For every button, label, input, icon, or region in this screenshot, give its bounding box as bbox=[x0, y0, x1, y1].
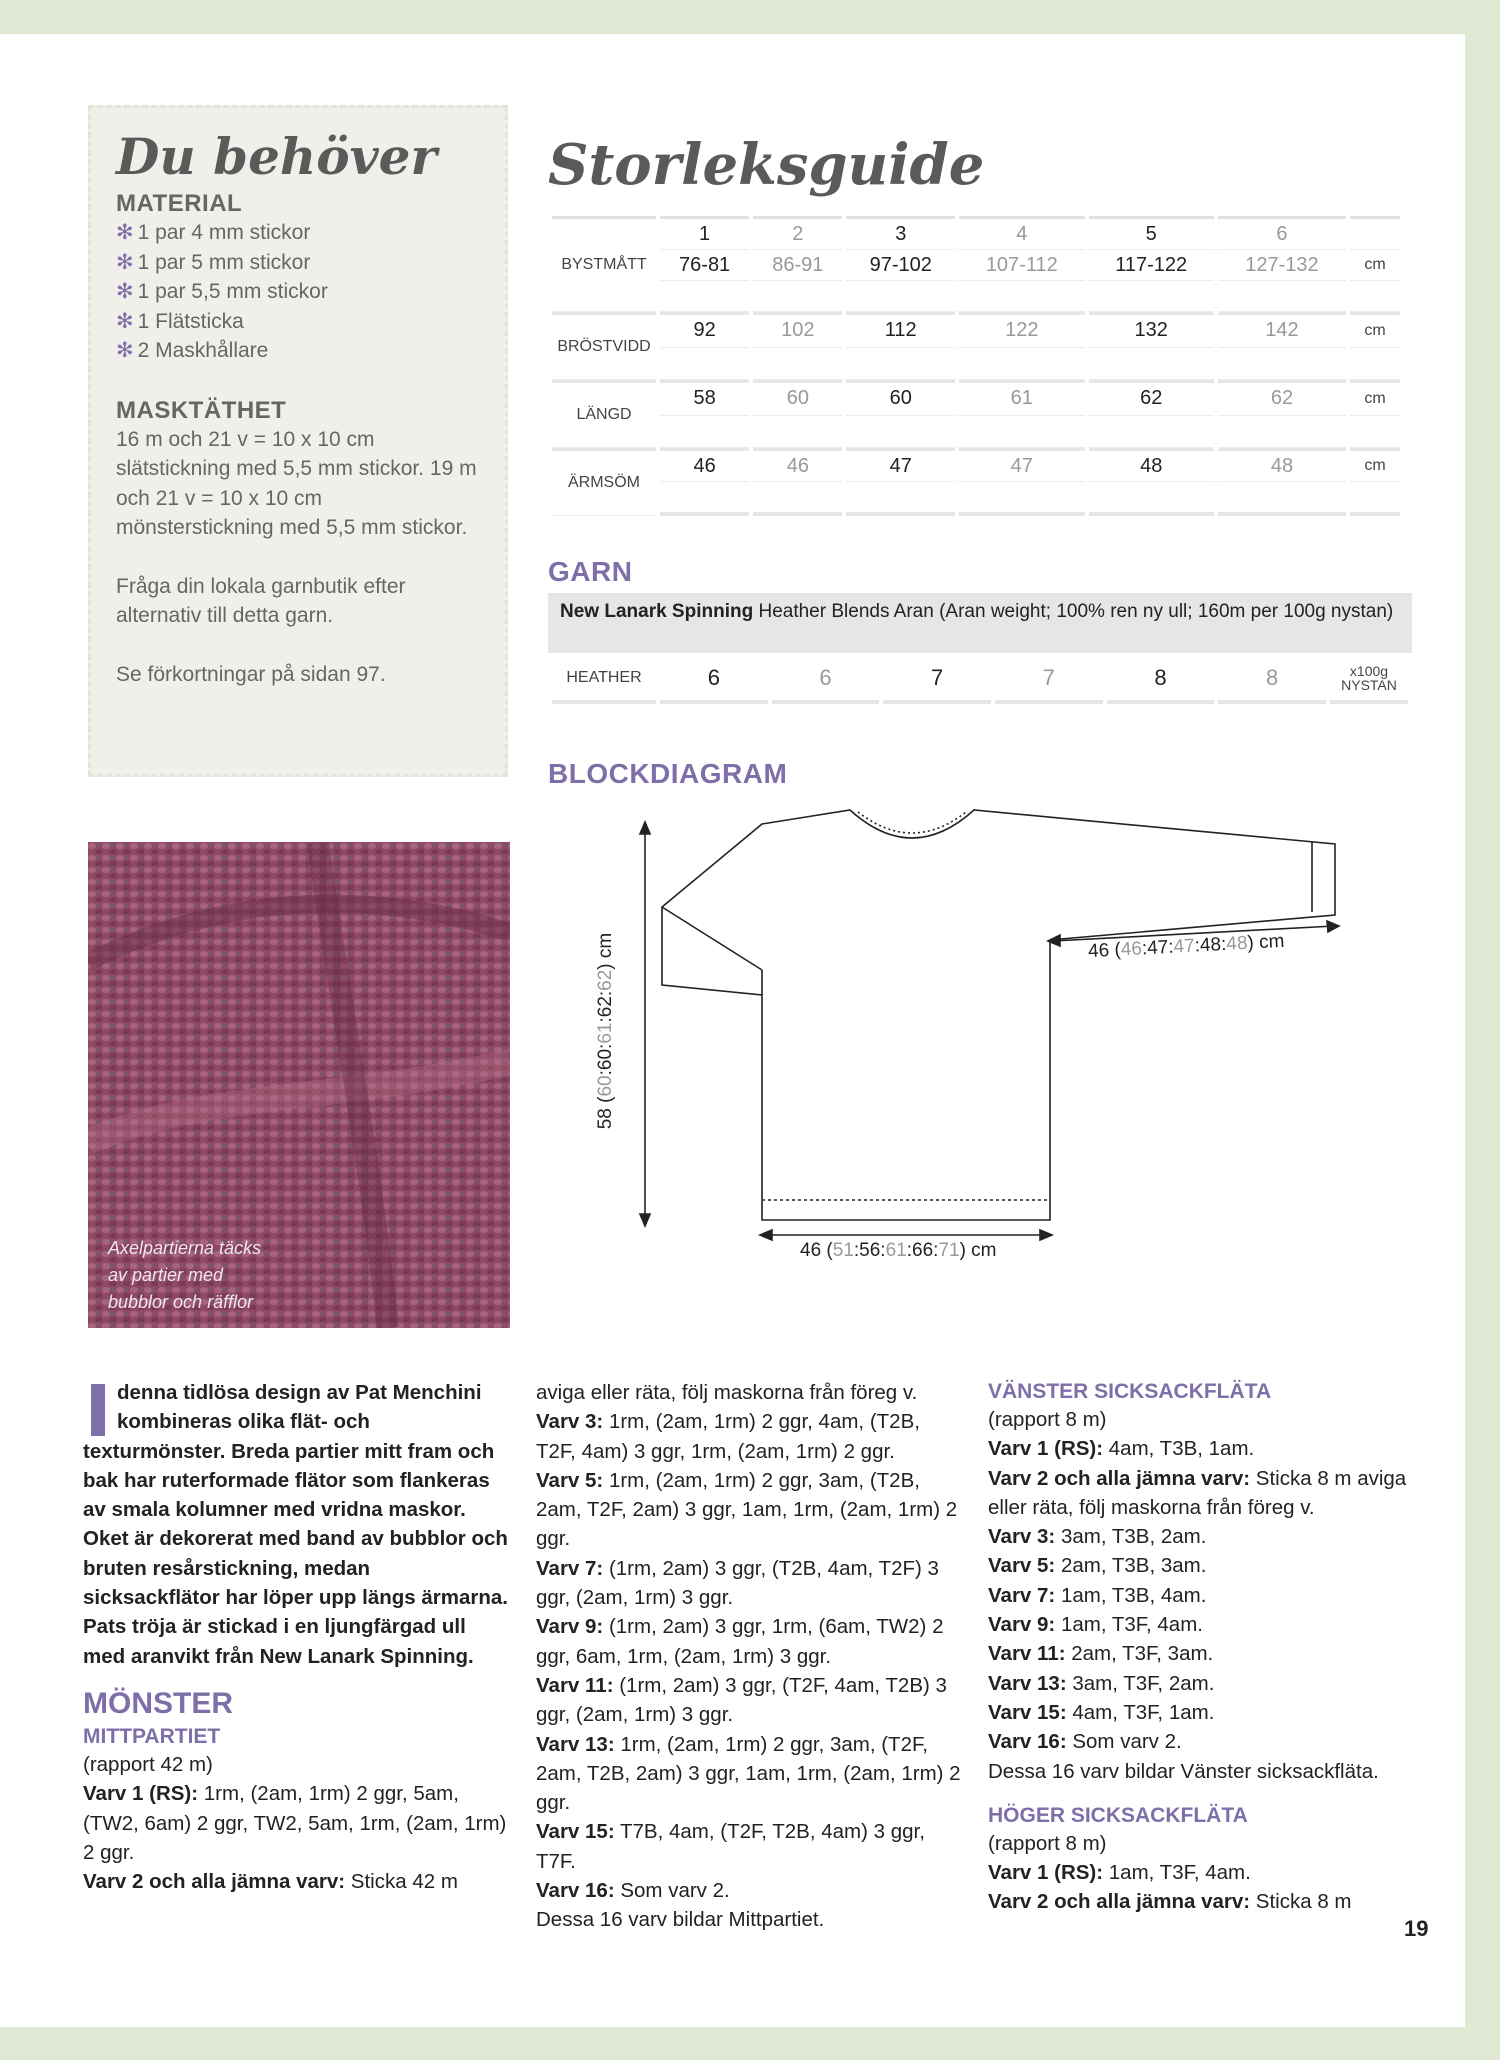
table-row bbox=[552, 216, 1400, 250]
table-row bbox=[552, 312, 1400, 348]
sleeve-measure: 46 (46:47:47:48:48) cm bbox=[1087, 930, 1285, 963]
list-item: ✻ 2 Maskhållare bbox=[116, 339, 269, 362]
size-cell: 2 bbox=[753, 216, 842, 250]
sleeve-cell: 46 bbox=[660, 448, 749, 482]
materials-panel bbox=[88, 105, 508, 777]
drop-cap bbox=[91, 1384, 105, 1436]
list-item: ✻ 1 par 5,5 mm stickor bbox=[116, 280, 328, 303]
chest-cell: 132 bbox=[1089, 312, 1214, 348]
row-instruction: Varv 2 och alla jämna varv: Sticka 8 m aviga eller räta, följ maskorna från föreg v. bbox=[988, 1466, 1407, 1519]
yarn-amount-table bbox=[548, 656, 1412, 704]
table-row bbox=[552, 416, 1400, 448]
left-cable-heading: VÄNSTER SICKSACKFLÄTA bbox=[988, 1380, 1272, 1403]
size-cell: 6 bbox=[1218, 216, 1346, 250]
unit-cell: cm bbox=[1350, 380, 1400, 416]
row-instruction: Varv 7: (1rm, 2am) 3 ggr, (T2B, 4am, T2F) 3 ggr, (2am, 1rm) 3 ggr. bbox=[536, 1556, 939, 1610]
yarn-amount-cell: 8 bbox=[1218, 656, 1326, 704]
mittpartiet-heading: MITTPARTIET bbox=[83, 1724, 221, 1748]
bust-cell: 76-81 bbox=[660, 250, 749, 281]
bust-label: BYSTMÅTT bbox=[552, 216, 656, 312]
length-cell: 60 bbox=[846, 380, 955, 416]
material-heading: MATERIAL bbox=[116, 190, 243, 217]
yarn-color-label: HEATHER bbox=[552, 656, 656, 704]
table-row bbox=[552, 380, 1400, 416]
row-instruction: Varv 16: Som varv 2. bbox=[988, 1730, 1182, 1754]
bust-cell: 97-102 bbox=[846, 250, 955, 281]
unit-cell: cm bbox=[1350, 448, 1400, 482]
row-instruction: Varv 3: 3am, T3B, 2am. bbox=[988, 1525, 1207, 1549]
intro-paragraph: denna tidlösa design av Pat Menchini kombineras olika flät- och texturmönster. Breda partier mitt fram och bak har ruterformade flätor som flankeras av smala kolumner med vridna maskor. Oket är dekorerat med band av bubblor och bruten resårstickning, medan sicksackflätor har löper upp längs ärmarna. Pats tröja är stickad i en ljungfärgad ull med aranvikt från New Lanark Spinning. bbox=[83, 1381, 508, 1668]
row-instruction: Varv 3: 1rm, (2am, 1rm) 2 ggr, 4am, (T2B, T2F, 4am) 3 ggr, 1rm, (2am, 1rm) 2 ggr. bbox=[536, 1410, 920, 1463]
monster-heading: MÖNSTER bbox=[83, 1686, 233, 1720]
chest-cell: 102 bbox=[753, 312, 842, 348]
unit-cell: cm bbox=[1350, 312, 1400, 348]
table-row bbox=[552, 281, 1400, 312]
right-cable-heading: HÖGER SICKSACKFLÄTA bbox=[988, 1803, 1248, 1827]
yarn-amount-cell: 6 bbox=[772, 656, 880, 704]
table-row bbox=[552, 348, 1400, 380]
row-instruction: Varv 2 och alla jämna varv: Sticka 8 m bbox=[988, 1890, 1352, 1914]
chest-cell: 122 bbox=[959, 312, 1084, 348]
chest-label: BRÖSTVIDD bbox=[552, 312, 656, 380]
closing-text: Dessa 16 varv bildar Vänster sicksackfläta. bbox=[988, 1759, 1379, 1783]
row-instruction: Varv 1 (RS): 1am, T3F, 4am. bbox=[988, 1861, 1251, 1885]
row-instruction: Varv 16: Som varv 2. bbox=[536, 1879, 730, 1903]
row-instruction: Varv 9: 1am, T3F, 4am. bbox=[988, 1613, 1203, 1637]
sleeve-cell: 46 bbox=[753, 448, 842, 482]
bust-cell: 117-122 bbox=[1089, 250, 1214, 281]
size-cell: 4 bbox=[959, 216, 1084, 250]
width-measure: 46 (51:56:61:66:71) cm bbox=[800, 1240, 997, 1261]
row-instruction: Varv 7: 1am, T3B, 4am. bbox=[988, 1583, 1207, 1607]
size-guide-table bbox=[548, 216, 1404, 516]
blockdiagram-heading: BLOCKDIAGRAM bbox=[548, 758, 788, 789]
chest-cell: 142 bbox=[1218, 312, 1346, 348]
sleeve-cell: 47 bbox=[846, 448, 955, 482]
garn-heading: GARN bbox=[548, 556, 633, 587]
bust-cell: 127-132 bbox=[1218, 250, 1346, 281]
column-2 bbox=[536, 1378, 961, 1935]
list-item: ✻ 1 par 4 mm stickor bbox=[116, 221, 311, 244]
length-cell: 61 bbox=[959, 380, 1084, 416]
unit-cell: cm bbox=[1350, 250, 1400, 281]
material-list bbox=[116, 218, 483, 366]
yarn-amount-cell: 6 bbox=[660, 656, 768, 704]
sleeve-cell: 48 bbox=[1089, 448, 1214, 482]
column-1 bbox=[83, 1378, 508, 1896]
asterisk-icon: ✻ bbox=[116, 250, 134, 274]
closing-text: Dessa 16 varv bildar Mittpartiet. bbox=[536, 1908, 825, 1932]
length-label: LÄNGD bbox=[552, 380, 656, 448]
sleeve-cell: 47 bbox=[959, 448, 1084, 482]
length-cell: 58 bbox=[660, 380, 749, 416]
abbreviation-note: Se förkortningar på sidan 97. bbox=[116, 662, 386, 686]
rapport-text: (rapport 8 m) bbox=[988, 1831, 1107, 1855]
row-instruction: Varv 15: T7B, 4am, (T2F, T2B, 4am) 3 ggr, T7F. bbox=[536, 1820, 925, 1873]
length-cell: 62 bbox=[1089, 380, 1214, 416]
yarn-details: Heather Blends Aran (Aran weight; 100% ren ny ull; 160m per 100g nystan) bbox=[758, 601, 1394, 622]
chest-cell: 112 bbox=[846, 312, 955, 348]
page-number: 19 bbox=[1404, 1916, 1429, 1941]
table-row bbox=[552, 448, 1400, 482]
yarn-description bbox=[548, 593, 1412, 653]
asterisk-icon: ✻ bbox=[116, 309, 134, 333]
column-3 bbox=[988, 1378, 1413, 1917]
size-cell: 5 bbox=[1089, 216, 1214, 250]
row-instruction: Varv 2 och alla jämna varv: Sticka 42 m bbox=[83, 1870, 458, 1894]
rapport-text: (rapport 8 m) bbox=[988, 1408, 1107, 1431]
panel-title: Du behöver bbox=[116, 127, 437, 186]
row-instruction: Varv 11: 2am, T3F, 3am. bbox=[988, 1642, 1214, 1666]
yarn-brand: New Lanark Spinning bbox=[560, 601, 754, 622]
row-instruction: Varv 1 (RS): 1rm, (2am, 1rm) 2 ggr, 5am, (TW2, 6am) 2 ggr, TW2, 5am, 1rm, (2am, 1rm) 2 ggr. bbox=[83, 1782, 507, 1864]
length-measure: 58 (60:60:61:62:62) cm bbox=[595, 932, 616, 1130]
row-instruction: Varv 13: 1rm, (2am, 1rm) 2 ggr, 3am, (T2F, 2am, T2B, 2am) 3 ggr, 1am, 1rm, (2am, 1rm) 2 ggr. bbox=[536, 1732, 961, 1815]
chest-cell: 92 bbox=[660, 312, 749, 348]
length-cell: 62 bbox=[1218, 380, 1346, 416]
row-instruction: Varv 5: 2am, T3B, 3am. bbox=[988, 1554, 1207, 1578]
table-row bbox=[552, 482, 1400, 516]
list-item: ✻ 1 Flätsticka bbox=[116, 309, 244, 333]
yarn-amount-cell: 8 bbox=[1107, 656, 1215, 704]
sleeve-label: ÄRMSÖM bbox=[552, 448, 656, 516]
size-cell: 3 bbox=[846, 216, 955, 250]
bust-cell: 86-91 bbox=[753, 250, 842, 281]
sweater-schematic bbox=[600, 800, 1360, 1280]
list-item: ✻ 1 par 5 mm stickor bbox=[116, 250, 311, 274]
yarn-amount-cell: 7 bbox=[995, 656, 1103, 704]
row-instruction: Varv 9: (1rm, 2am) 3 ggr, 1rm, (6am, TW2) 2 ggr, 6am, 1rm, (2am, 1rm) 3 ggr. bbox=[536, 1615, 944, 1668]
row-instruction: Varv 15: 4am, T3F, 1am. bbox=[988, 1700, 1215, 1724]
bust-cell: 107-112 bbox=[959, 250, 1084, 281]
row-instruction: Varv 5: 1rm, (2am, 1rm) 2 ggr, 3am, (T2B, 2am, T2F, 2am) 3 ggr, 1am, 1rm, (2am, 1rm) 2 ggr. bbox=[536, 1468, 958, 1551]
sleeve-cell: 48 bbox=[1218, 448, 1346, 482]
table-row bbox=[552, 250, 1400, 281]
row-instruction: Varv 11: (1rm, 2am) 3 ggr, (T2F, 4am, T2B) 3 ggr, (2am, 1rm) 3 ggr. bbox=[536, 1673, 947, 1727]
gauge-text: 16 m och 21 v = 10 x 10 cm slätstickning med 5,5 mm stickor. 19 m och 21 v = 10 x 10 cm mönsterstickning med 5,5 mm stickor. bbox=[116, 427, 477, 539]
row-instruction: Varv 1 (RS): 4am, T3B, 1am. bbox=[988, 1437, 1255, 1461]
yarn-unit: x100g NYSTAN bbox=[1330, 656, 1408, 704]
row-instruction: Varv 13: 3am, T3F, 2am. bbox=[988, 1671, 1215, 1695]
continued-text: aviga eller räta, följ maskorna från föreg v. bbox=[536, 1381, 918, 1404]
asterisk-icon: ✻ bbox=[116, 339, 134, 362]
yarn-amount-cell: 7 bbox=[883, 656, 991, 704]
photo-caption: Axelpartierna täcks av partier med bubblor och räfflor bbox=[108, 1238, 262, 1312]
table-row bbox=[552, 656, 1408, 704]
alternative-text: Fråga din lokala garnbutik efter alternativ till detta garn. bbox=[116, 574, 406, 627]
rapport-text: (rapport 42 m) bbox=[83, 1752, 213, 1776]
sweater-photo bbox=[88, 842, 510, 1328]
asterisk-icon: ✻ bbox=[116, 280, 134, 303]
length-cell: 60 bbox=[753, 380, 842, 416]
asterisk-icon: ✻ bbox=[116, 221, 134, 244]
size-guide-title: Storleksguide bbox=[548, 132, 985, 198]
gauge-heading: MASKTÄTHET bbox=[116, 396, 287, 424]
size-cell: 1 bbox=[660, 216, 749, 250]
